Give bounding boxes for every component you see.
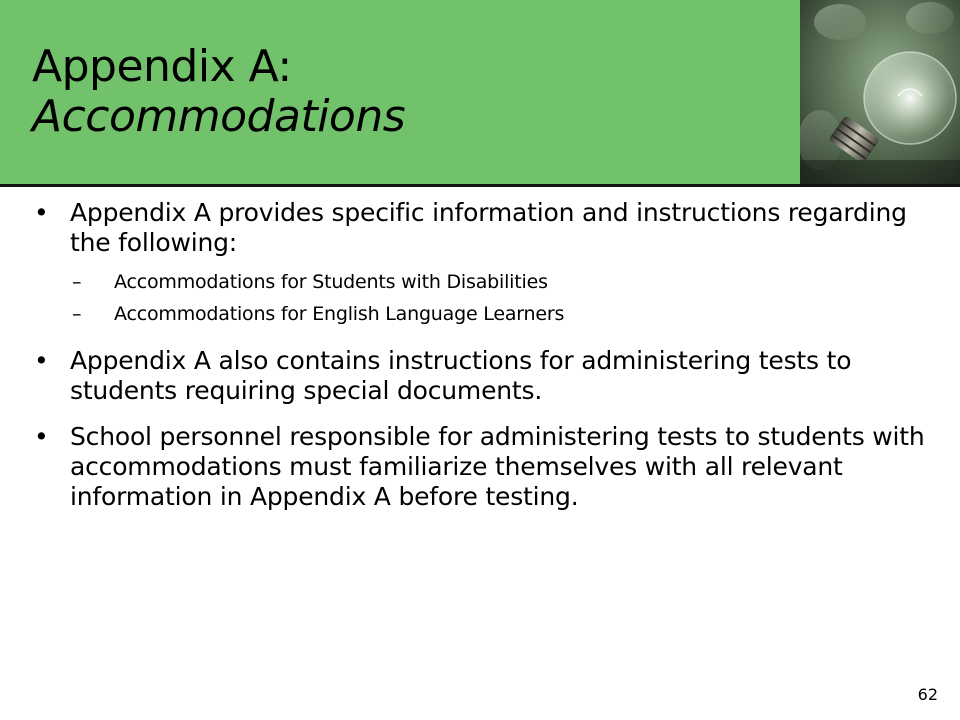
bullet-text: School personnel responsible for administering tests to students with accommodations must familiarize themselves with all relevant information in Appendix A before testing.: [70, 422, 925, 511]
sub-item-text: Accommodations for Students with Disabilities: [114, 271, 548, 293]
sub-item-text: Accommodations for English Language Learners: [114, 303, 565, 325]
title-divider: [0, 184, 960, 187]
bullet-icon: •: [34, 198, 49, 227]
sub-item: [70, 298, 934, 330]
slide-body: [34, 198, 934, 528]
light-bulbs-photo: [800, 0, 960, 184]
dash-icon: –: [72, 271, 82, 293]
bullet-item: [34, 346, 934, 406]
slide-title-line1: Appendix A:: [32, 41, 292, 92]
bullet-item: [34, 198, 934, 330]
title-banner: [0, 0, 800, 184]
slide-title-line2: Accommodations: [32, 91, 406, 142]
slide-title: [32, 42, 405, 142]
sub-list: [70, 266, 934, 330]
bullet-text: Appendix A also contains instructions for administering tests to students requiring special documents.: [70, 346, 852, 405]
light-bulb-icon: [800, 0, 960, 184]
dash-icon: –: [72, 303, 82, 325]
bullet-text: Appendix A provides specific information and instructions regarding the following:: [70, 198, 907, 257]
page-number: 62: [917, 685, 938, 704]
bullet-icon: •: [34, 422, 49, 451]
bullet-item: [34, 422, 934, 512]
sub-item: [70, 266, 934, 298]
bullet-icon: •: [34, 346, 49, 375]
